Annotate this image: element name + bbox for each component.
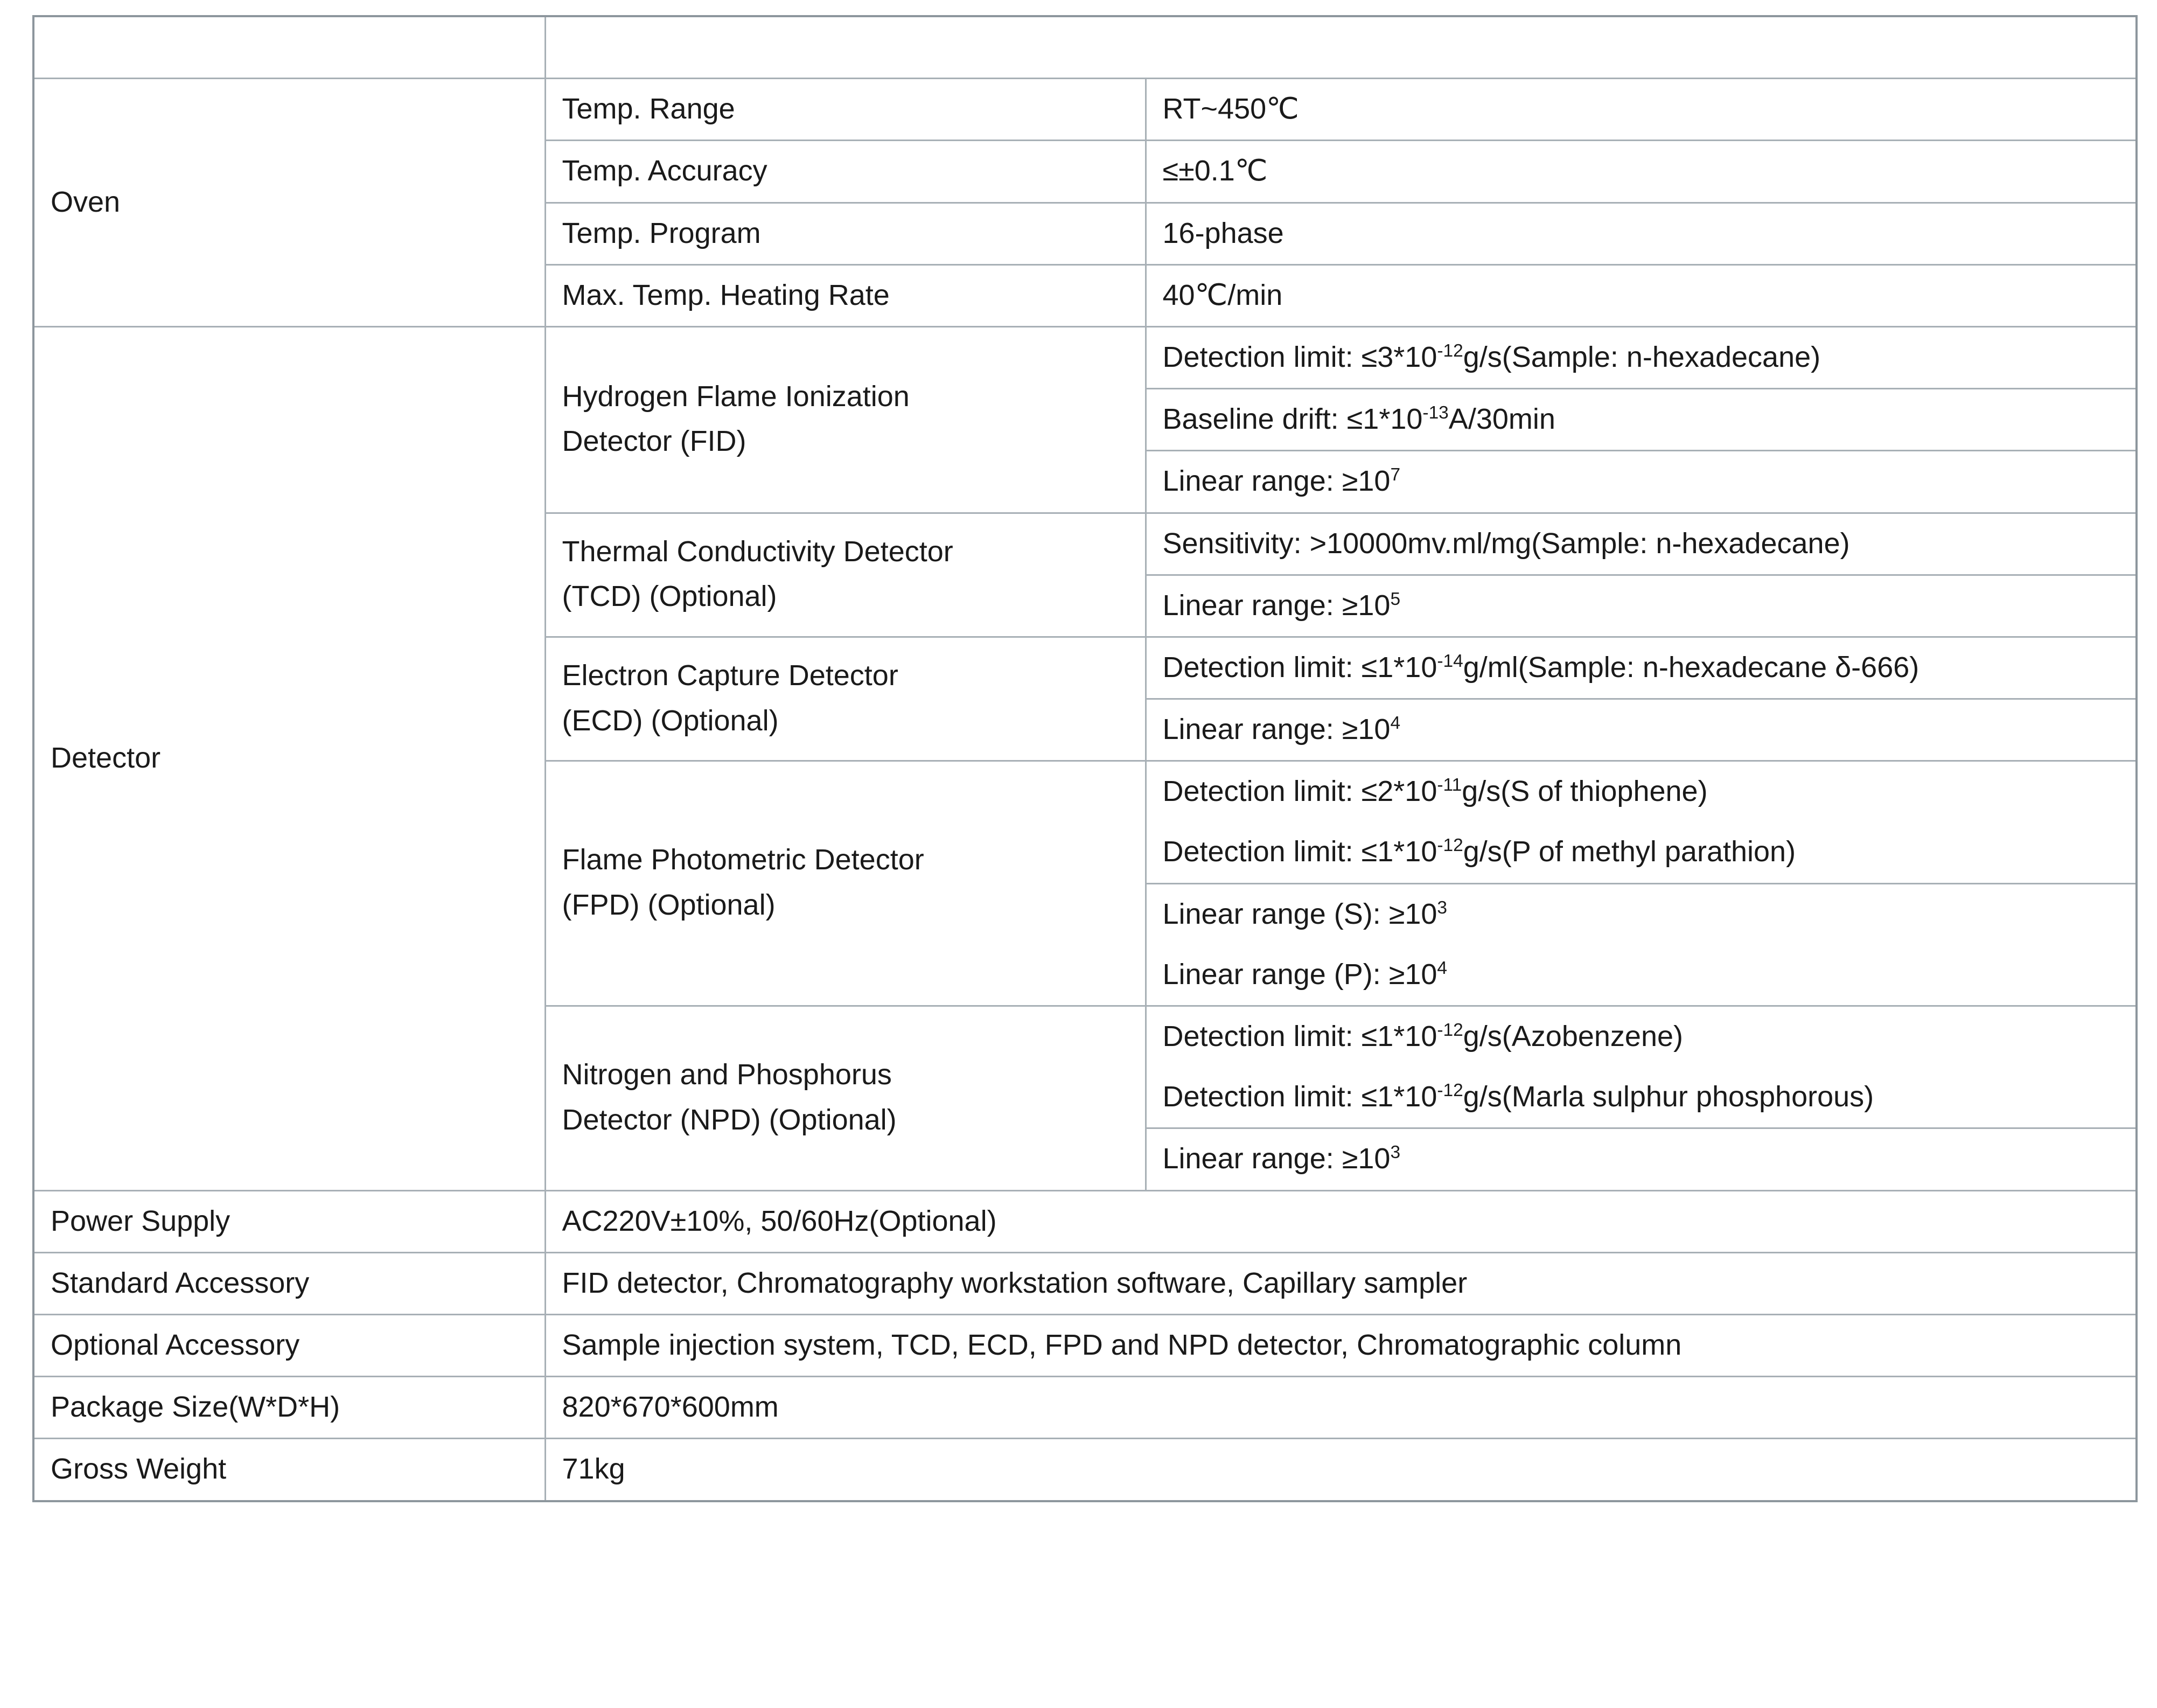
param-value: 16-phase [1146, 203, 2137, 264]
table-row [33, 1190, 2137, 1252]
detector-name-line1: Thermal Conductivity Detector [562, 535, 953, 568]
row-value: 820*670*600mm [545, 1377, 2137, 1439]
table-row [33, 1314, 2137, 1376]
detector-name-fid [545, 326, 1146, 513]
table-row [33, 1377, 2137, 1439]
header-label: Model [33, 16, 545, 79]
detector-name-line2: Detector (NPD) (Optional) [562, 1103, 897, 1136]
row-label: Package Size(W*D*H) [33, 1377, 545, 1439]
detector-spec: Detection limit: $\le 3*10^{-12}g/s(Sample$: n-hexadecane) [1146, 326, 2137, 388]
detector-spec: Detection limit: $\le 1*10^{-12}g/s(P$ of methyl parathion) [1146, 822, 2137, 883]
param-name: Temp. Program [545, 203, 1146, 264]
detector-spec: Linear range (P): $\ge 10^4$ [1146, 945, 2137, 1006]
param-value: 40℃/min [1146, 264, 2137, 326]
row-label: Gross Weight [33, 1439, 545, 1501]
detector-spec: Detection limit: $\le 1*10^{-12}g/s(Azobenzene)$ [1146, 1006, 2137, 1068]
param-name: Temp. Accuracy [545, 141, 1146, 203]
detector-name-line2: (TCD) (Optional) [562, 580, 777, 613]
detector-name-line1: Nitrogen and Phosphorus [562, 1058, 892, 1091]
specification-table [32, 15, 2138, 1502]
detector-spec: Baseline drift: $\le 1*10^{-13}A/30\min$ [1146, 389, 2137, 451]
table-row [33, 1439, 2137, 1501]
detector-name-line2: Detector (FID) [562, 425, 746, 458]
table-row [33, 79, 2137, 141]
detector-spec: Detection limit: $\le 2*10^{-11}g/s(S$ of thiophene) [1146, 761, 2137, 822]
table-row [33, 326, 2137, 388]
detector-spec: Linear range: $\ge 10^5$ [1146, 575, 2137, 637]
row-value: 71kg [545, 1439, 2137, 1501]
row-value: FID detector, Chromatography workstation software, Capillary sampler [545, 1252, 2137, 1314]
row-label: Optional Accessory [33, 1314, 545, 1376]
detector-spec: Linear range (S): $\ge 10^3$ [1146, 883, 2137, 945]
detector-name-line1: Electron Capture Detector [562, 659, 898, 692]
detector-name-ecd [545, 637, 1146, 761]
detector-name-line1: Flame Photometric Detector [562, 843, 924, 876]
detector-name-line2: (ECD) (Optional) [562, 704, 779, 737]
row-value: Sample injection system, TCD, ECD, FPD and NPD detector, Chromatographic column [545, 1314, 2137, 1376]
row-label: Power Supply [33, 1190, 545, 1252]
group-label-oven: Oven [33, 79, 545, 327]
detector-spec: Linear range: $\ge 10^4$ [1146, 699, 2137, 761]
detector-spec: Linear range: $\ge 10^3$ [1146, 1128, 2137, 1190]
group-label-detector: Detector [33, 326, 545, 1190]
table-row [33, 1252, 2137, 1314]
table-header-row [33, 16, 2137, 79]
detector-name-line1: Hydrogen Flame Ionization [562, 380, 910, 413]
param-value: RT~450℃ [1146, 79, 2137, 141]
row-value: AC220V±10%, 50/60Hz(Optional) [545, 1190, 2137, 1252]
param-name: Temp. Range [545, 79, 1146, 141]
detector-spec: Detection limit: $\le 1*10^{-12}g/s(Marla$ sulphur phosphorous) [1146, 1067, 2137, 1128]
detector-name-fpd [545, 761, 1146, 1006]
detector-name-npd [545, 1006, 1146, 1191]
detector-name-line2: (FPD) (Optional) [562, 889, 776, 922]
detector-spec: Linear range: $\ge 10^7$ [1146, 451, 2137, 513]
param-name: Max. Temp. Heating Rate [545, 264, 1146, 326]
row-label: Standard Accessory [33, 1252, 545, 1314]
param-value: ≤±0.1℃ [1146, 141, 2137, 203]
detector-spec: Sensitivity: >10000mv.ml/mg(Sample: n-hexadecane) [1146, 513, 2137, 575]
header-value: BK-GC7820 [545, 16, 2137, 79]
detector-spec: Detection limit: $\le 1*10^{-14}g/ml(Sample$: n-hexadecane δ-666) [1146, 637, 2137, 699]
detector-name-tcd [545, 513, 1146, 637]
